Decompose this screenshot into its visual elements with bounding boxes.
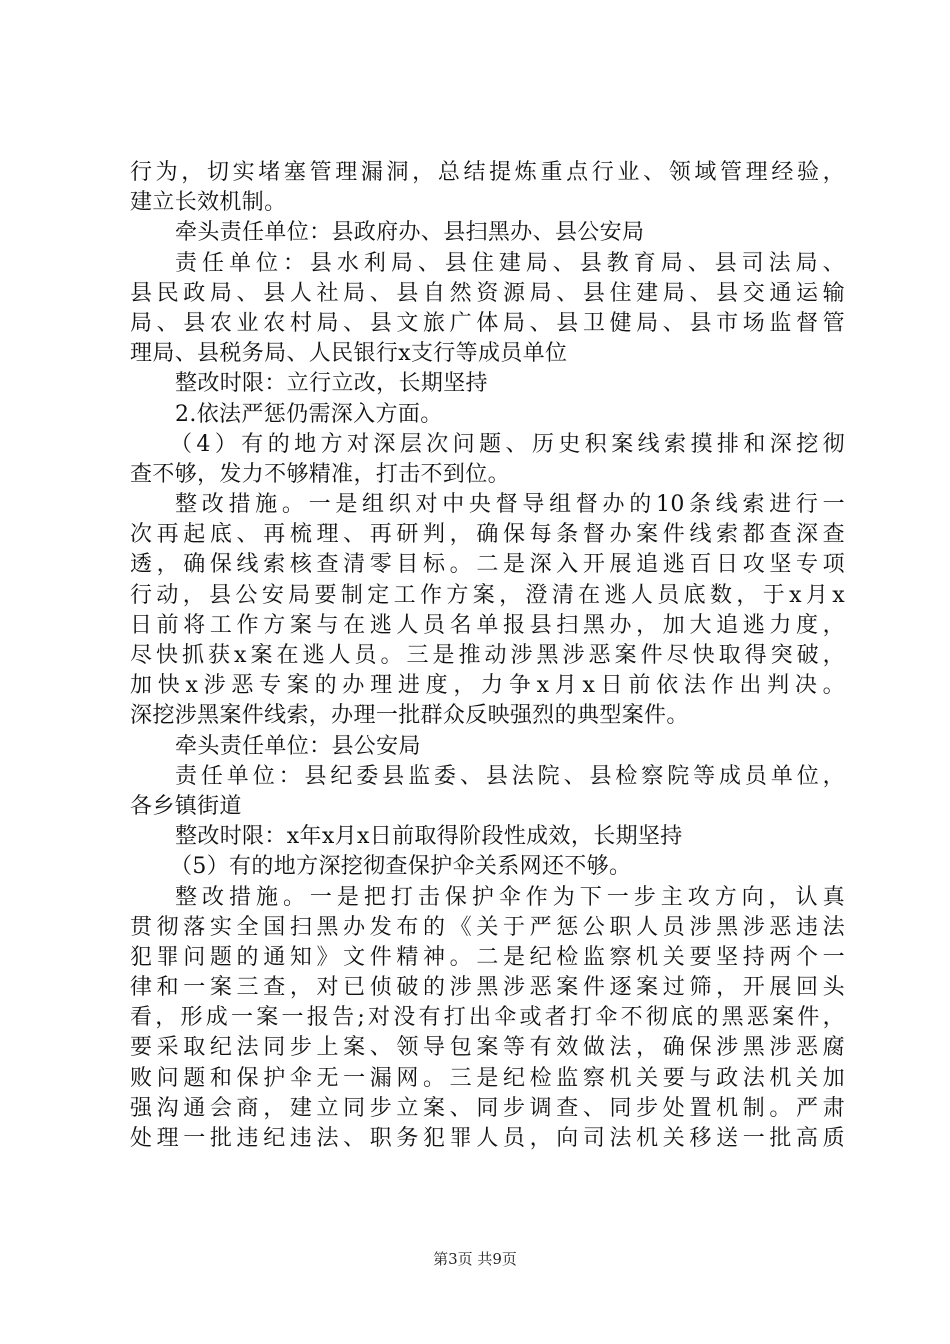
- text-line: 日前将工作方案与在逃人员名单报县扫黑办，加大追逃力度，: [130, 612, 845, 638]
- text-line: 县民政局、县人社局、县自然资源局、县住建局、县交通运输: [130, 280, 845, 306]
- text-line: 贯彻落实全国扫黑办发布的《关于严惩公职人员涉黑涉恶违法: [130, 914, 845, 940]
- text-line: 透，确保线索核查清零目标。二是深入开展追逃百日攻坚专项: [130, 552, 845, 578]
- text-line: 局、县农业农村局、县文旅广体局、县卫健局、县市场监督管: [130, 310, 845, 336]
- text-line: 整改措施。一是把打击保护伞作为下一步主攻方向，认真: [175, 884, 845, 910]
- text-line: 深挖涉黑案件线索，办理一批群众反映强烈的典型案件。: [130, 703, 689, 729]
- text-line: （5）有的地方深挖彻查保护伞关系网还不够。: [170, 854, 632, 880]
- text-line: 尽快抓获x案在逃人员。三是推动涉黑涉恶案件尽快取得突破，: [130, 643, 845, 668]
- text-line: 整改时限：x年x月x日前取得阶段性成效，长期坚持: [175, 824, 683, 850]
- text-line: 处理一批违纪违法、职务犯罪人员，向司法机关移送一批高质: [130, 1126, 845, 1151]
- text-line: 要采取纪法同步上案、领导包案等有效做法，确保涉黑涉恶腐: [130, 1035, 845, 1061]
- text-line: （4）有的地方对深层次问题、历史积案线索摸排和深挖彻: [170, 431, 845, 457]
- text-line: 责任单位：县水利局、县住建局、县教育局、县司法局、: [175, 250, 845, 276]
- text-line: 犯罪问题的通知》文件精神。二是纪检监察机关要坚持两个一: [130, 944, 845, 970]
- text-line: 次再起底、再梳理、再研判，确保每条督办案件线索都查深查: [130, 522, 845, 548]
- page-number-footer: 第3页 共9页: [433, 1250, 517, 1268]
- text-line: 整改措施。一是组织对中央督导组督办的10条线索进行一: [175, 492, 845, 518]
- text-line: 败问题和保护伞无一漏网。三是纪检监察机关要与政法机关加: [130, 1065, 845, 1091]
- text-line: 理局、县税务局、人民银行x支行等成员单位: [130, 341, 568, 367]
- text-line: 行动，县公安局要制定工作方案，澄清在逃人员底数，于x月x: [130, 582, 845, 608]
- text-line: 建立长效机制。: [130, 190, 287, 216]
- text-line: 加快x涉恶专案的办理进度，力争x月x日前依法作出判决。: [130, 673, 845, 699]
- text-line: 整改时限：立行立改，长期坚持: [175, 371, 488, 397]
- section-heading: 2.依法严惩仍需深入方面。: [175, 401, 443, 427]
- document-body: [130, 158, 845, 1154]
- text-line: 行为，切实堵塞管理漏洞，总结提炼重点行业、领域管理经验，: [130, 160, 845, 185]
- text-line: 牵头责任单位：县公安局: [175, 733, 421, 759]
- text-line: 各乡镇街道: [130, 793, 242, 819]
- text-line: 查不够，发力不够精准，打击不到位。: [130, 461, 510, 487]
- text-line: 牵头责任单位：县政府办、县扫黑办、县公安局: [175, 220, 645, 246]
- text-line: 强沟通会商，建立同步立案、同步调查、同步处置机制。严肃: [130, 1095, 845, 1121]
- text-line: 律和一案三查，对已侦破的涉黑涉恶案件逐案过筛，开展回头: [130, 975, 845, 1001]
- text-line: 看，形成一案一报告;对没有打出伞或者打伞不彻底的黑恶案件，: [130, 1005, 845, 1031]
- text-line: 责任单位：县纪委县监委、县法院、县检察院等成员单位，: [175, 763, 845, 789]
